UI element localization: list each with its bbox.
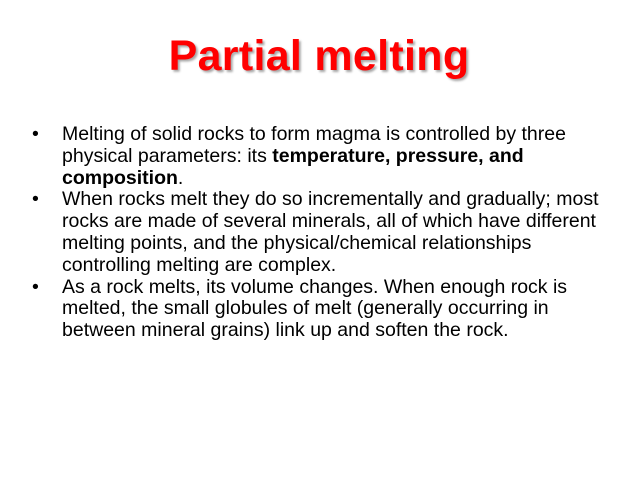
bullet-1-text-end: . bbox=[177, 166, 184, 189]
bullet-2-text: When rocks melt they do so incrementally and gradually; most rocks are made of several minerals, all of which have different melting points, and the physical/chemical relationships controlling melting are complex. bbox=[62, 188, 599, 276]
bullet-dot-icon: • bbox=[32, 188, 39, 211]
bullet-1-text-bold: temperature, pressure, and composition bbox=[62, 144, 524, 189]
bullet-dot-icon: • bbox=[32, 123, 39, 145]
bullet-item-1 bbox=[32, 124, 610, 189]
bullet-1-text-start: Melting of solid rocks to form magma is controlled by three physical parameters: its bbox=[62, 123, 566, 167]
bullet-item-3 bbox=[32, 277, 610, 342]
bullet-list bbox=[32, 124, 610, 342]
slide-title: Partial melting bbox=[168, 32, 470, 80]
bullet-3-text: As a rock melts, its volume changes. When enough rock is melted, the small globules of melt (generally occurring in between mineral grains) link up and soften the rock. bbox=[62, 275, 568, 342]
bullet-dot-icon: • bbox=[32, 275, 39, 298]
bullet-item-2 bbox=[32, 189, 610, 276]
